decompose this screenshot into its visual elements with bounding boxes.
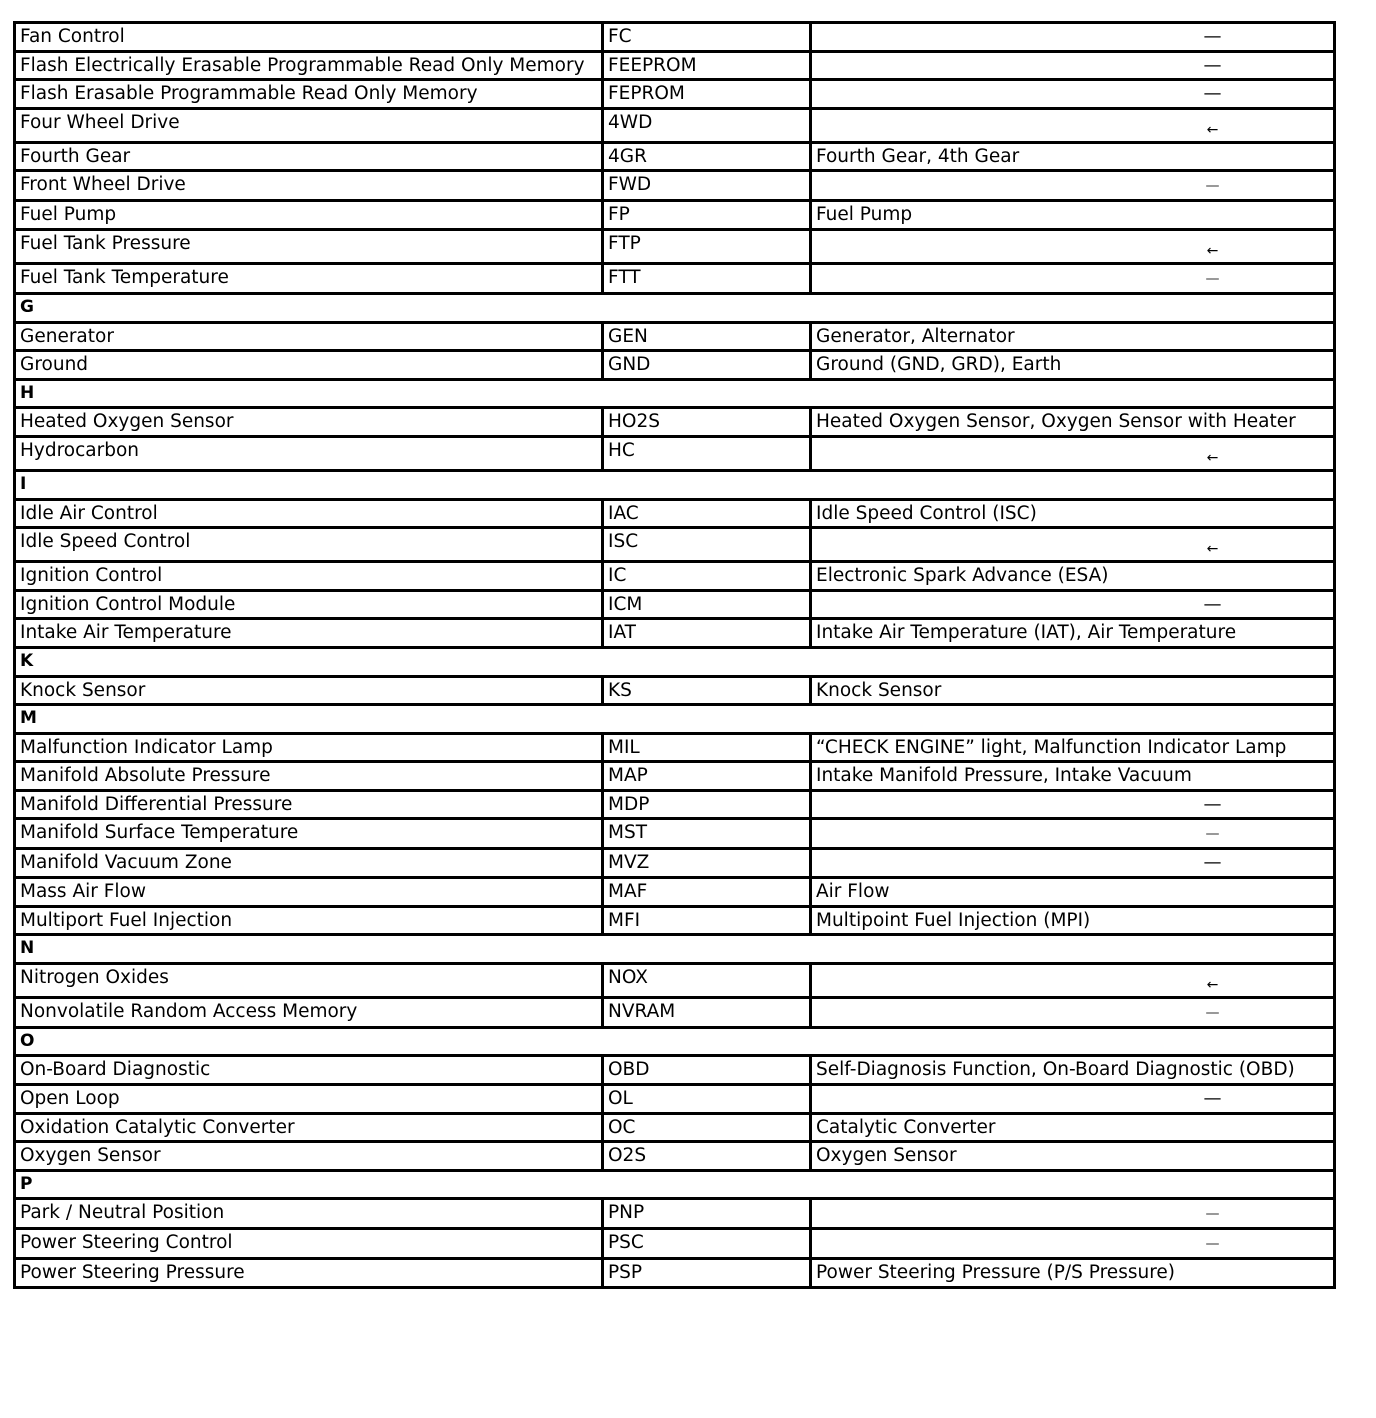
- equivalent-term-cell: Electronic Spark Advance (ESA): [811, 562, 1335, 591]
- abbreviation-cell: ISC: [603, 528, 811, 562]
- abbreviation-cell: FTP: [603, 229, 811, 263]
- equivalent-term-cell: “CHECK ENGINE” light, Malfunction Indicator Lamp: [811, 733, 1335, 762]
- table-row: [15, 80, 1335, 109]
- table-row: [15, 171, 1335, 201]
- equivalent-term-cell: Multipoint Fuel Injection (MPI): [811, 906, 1335, 935]
- abbreviation-cell: KS: [603, 676, 811, 705]
- abbreviation-cell: HO2S: [603, 408, 811, 437]
- abbreviation-cell: 4GR: [603, 142, 811, 171]
- equivalent-term-cell: Fourth Gear, 4th Gear: [811, 142, 1335, 171]
- table-row: [15, 51, 1335, 80]
- table-row: [15, 906, 1335, 935]
- section-header-row: [15, 293, 1335, 322]
- table-row: [15, 963, 1335, 997]
- equivalent-term-cell: Power Steering Pressure (P/S Pressure): [811, 1259, 1335, 1288]
- abbreviation-cell: MDP: [603, 790, 811, 819]
- table-row: [15, 676, 1335, 705]
- section-header-row: [15, 470, 1335, 499]
- term-cell: Mass Air Flow: [15, 878, 603, 907]
- term-cell: Fan Control: [15, 23, 603, 52]
- section-header-row: [15, 647, 1335, 676]
- not-applicable-dash-icon: —: [1205, 826, 1220, 843]
- term-cell: Ignition Control: [15, 562, 603, 591]
- table-row: [15, 878, 1335, 907]
- section-letter: H: [15, 379, 1335, 408]
- equivalent-symbol-cell: [811, 23, 1335, 52]
- table-row: [15, 229, 1335, 263]
- term-cell: Fuel Pump: [15, 201, 603, 230]
- equivalent-term-cell: Intake Air Temperature (IAT), Air Temperature: [811, 619, 1335, 648]
- not-applicable-dash-icon: —: [1205, 270, 1220, 287]
- table-row: [15, 1113, 1335, 1142]
- term-cell: Fuel Tank Temperature: [15, 263, 603, 293]
- table-row: [15, 619, 1335, 648]
- term-cell: Power Steering Pressure: [15, 1259, 603, 1288]
- term-cell: Nitrogen Oxides: [15, 963, 603, 997]
- term-cell: On-Board Diagnostic: [15, 1056, 603, 1085]
- term-cell: Flash Electrically Erasable Programmable Read Only Memory: [15, 51, 603, 80]
- abbreviation-cell: GND: [603, 351, 811, 380]
- term-cell: Four Wheel Drive: [15, 108, 603, 142]
- equivalent-symbol-cell: [811, 171, 1335, 201]
- abbreviation-cell: FTT: [603, 263, 811, 293]
- term-cell: Manifold Surface Temperature: [15, 819, 603, 849]
- table-row: [15, 819, 1335, 849]
- term-cell: Heated Oxygen Sensor: [15, 408, 603, 437]
- equivalent-term-cell: Ground (GND, GRD), Earth: [811, 351, 1335, 380]
- term-cell: Oxidation Catalytic Converter: [15, 1113, 603, 1142]
- abbreviation-table-body: [15, 23, 1335, 1288]
- abbreviation-cell: PSC: [603, 1229, 811, 1259]
- table-row: [15, 562, 1335, 591]
- section-letter: M: [15, 705, 1335, 734]
- table-row: [15, 528, 1335, 562]
- table-row: [15, 849, 1335, 878]
- term-cell: Park / Neutral Position: [15, 1199, 603, 1229]
- equivalent-symbol-cell: [811, 790, 1335, 819]
- abbreviation-table-sheet: [13, 21, 1333, 1289]
- table-row: [15, 1056, 1335, 1085]
- section-letter: K: [15, 647, 1335, 676]
- equivalent-symbol-cell: [811, 528, 1335, 562]
- equivalent-symbol-cell: [811, 263, 1335, 293]
- term-cell: Oxygen Sensor: [15, 1142, 603, 1171]
- equivalent-symbol-cell: [811, 590, 1335, 619]
- abbreviation-cell: IC: [603, 562, 811, 591]
- equivalent-symbol-cell: [811, 229, 1335, 263]
- section-header-row: [15, 705, 1335, 734]
- section-header-row: [15, 1170, 1335, 1199]
- same-as-left-arrow-icon: ←: [1206, 976, 1219, 993]
- equivalent-term-cell: Catalytic Converter: [811, 1113, 1335, 1142]
- not-applicable-dash-icon: —: [1205, 1004, 1220, 1021]
- abbreviation-cell: FC: [603, 23, 811, 52]
- section-header-row: [15, 379, 1335, 408]
- table-row: [15, 263, 1335, 293]
- abbreviation-cell: PNP: [603, 1199, 811, 1229]
- term-cell: Front Wheel Drive: [15, 171, 603, 201]
- abbreviation-cell: FEEPROM: [603, 51, 811, 80]
- term-cell: Manifold Vacuum Zone: [15, 849, 603, 878]
- table-row: [15, 1259, 1335, 1288]
- abbreviation-cell: HC: [603, 436, 811, 470]
- abbreviation-cell: ICM: [603, 590, 811, 619]
- table-row: [15, 322, 1335, 351]
- equivalent-symbol-cell: [811, 1085, 1335, 1114]
- equivalent-symbol-cell: [811, 819, 1335, 849]
- same-as-left-arrow-icon: ←: [1206, 541, 1219, 558]
- table-row: [15, 142, 1335, 171]
- abbreviation-cell: FEPROM: [603, 80, 811, 109]
- not-applicable-dash-icon: —: [1203, 83, 1222, 105]
- not-applicable-dash-icon: —: [1203, 54, 1222, 76]
- not-applicable-dash-icon: —: [1203, 852, 1222, 874]
- term-cell: Ground: [15, 351, 603, 380]
- table-row: [15, 499, 1335, 528]
- term-cell: Open Loop: [15, 1085, 603, 1114]
- equivalent-symbol-cell: [811, 1229, 1335, 1259]
- equivalent-symbol-cell: [811, 436, 1335, 470]
- equivalent-symbol-cell: [811, 963, 1335, 997]
- abbreviation-table: [13, 21, 1336, 1289]
- equivalent-symbol-cell: [811, 849, 1335, 878]
- term-cell: Ignition Control Module: [15, 590, 603, 619]
- table-row: [15, 23, 1335, 52]
- not-applicable-dash-icon: —: [1203, 1088, 1222, 1110]
- not-applicable-dash-icon: —: [1203, 793, 1222, 815]
- table-row: [15, 762, 1335, 791]
- section-letter: G: [15, 293, 1335, 322]
- not-applicable-dash-icon: —: [1205, 178, 1220, 195]
- abbreviation-cell: 4WD: [603, 108, 811, 142]
- term-cell: Flash Erasable Programmable Read Only Memory: [15, 80, 603, 109]
- equivalent-term-cell: Self-Diagnosis Function, On-Board Diagnostic (OBD): [811, 1056, 1335, 1085]
- term-cell: Manifold Differential Pressure: [15, 790, 603, 819]
- equivalent-symbol-cell: [811, 51, 1335, 80]
- abbreviation-cell: O2S: [603, 1142, 811, 1171]
- same-as-left-arrow-icon: ←: [1206, 121, 1219, 138]
- term-cell: Fourth Gear: [15, 142, 603, 171]
- abbreviation-cell: NOX: [603, 963, 811, 997]
- equivalent-term-cell: Fuel Pump: [811, 201, 1335, 230]
- not-applicable-dash-icon: —: [1205, 1236, 1220, 1253]
- section-letter: O: [15, 1027, 1335, 1056]
- abbreviation-cell: MVZ: [603, 849, 811, 878]
- same-as-left-arrow-icon: ←: [1206, 242, 1219, 259]
- abbreviation-cell: FP: [603, 201, 811, 230]
- equivalent-term-cell: Air Flow: [811, 878, 1335, 907]
- table-row: [15, 1142, 1335, 1171]
- same-as-left-arrow-icon: ←: [1206, 449, 1219, 466]
- abbreviation-cell: PSP: [603, 1259, 811, 1288]
- abbreviation-cell: GEN: [603, 322, 811, 351]
- abbreviation-cell: MIL: [603, 733, 811, 762]
- abbreviation-cell: NVRAM: [603, 997, 811, 1027]
- term-cell: Knock Sensor: [15, 676, 603, 705]
- equivalent-term-cell: Heated Oxygen Sensor, Oxygen Sensor with Heater: [811, 408, 1335, 437]
- abbreviation-cell: OBD: [603, 1056, 811, 1085]
- section-letter: I: [15, 470, 1335, 499]
- abbreviation-cell: MST: [603, 819, 811, 849]
- table-row: [15, 351, 1335, 380]
- abbreviation-cell: IAT: [603, 619, 811, 648]
- abbreviation-cell: OL: [603, 1085, 811, 1114]
- equivalent-symbol-cell: [811, 80, 1335, 109]
- equivalent-term-cell: Generator, Alternator: [811, 322, 1335, 351]
- term-cell: Multiport Fuel Injection: [15, 906, 603, 935]
- table-row: [15, 1229, 1335, 1259]
- equivalent-term-cell: Knock Sensor: [811, 676, 1335, 705]
- table-row: [15, 590, 1335, 619]
- section-header-row: [15, 935, 1335, 964]
- table-row: [15, 733, 1335, 762]
- table-row: [15, 108, 1335, 142]
- table-row: [15, 201, 1335, 230]
- equivalent-symbol-cell: [811, 1199, 1335, 1229]
- table-row: [15, 408, 1335, 437]
- term-cell: Idle Speed Control: [15, 528, 603, 562]
- section-header-row: [15, 1027, 1335, 1056]
- equivalent-term-cell: Idle Speed Control (ISC): [811, 499, 1335, 528]
- abbreviation-cell: IAC: [603, 499, 811, 528]
- equivalent-term-cell: Intake Manifold Pressure, Intake Vacuum: [811, 762, 1335, 791]
- term-cell: Malfunction Indicator Lamp: [15, 733, 603, 762]
- table-row: [15, 1085, 1335, 1114]
- equivalent-symbol-cell: [811, 997, 1335, 1027]
- section-letter: N: [15, 935, 1335, 964]
- term-cell: Power Steering Control: [15, 1229, 603, 1259]
- table-row: [15, 790, 1335, 819]
- abbreviation-cell: OC: [603, 1113, 811, 1142]
- equivalent-symbol-cell: [811, 108, 1335, 142]
- term-cell: Hydrocarbon: [15, 436, 603, 470]
- term-cell: Idle Air Control: [15, 499, 603, 528]
- not-applicable-dash-icon: —: [1205, 1206, 1220, 1223]
- table-row: [15, 436, 1335, 470]
- term-cell: Nonvolatile Random Access Memory: [15, 997, 603, 1027]
- table-row: [15, 1199, 1335, 1229]
- not-applicable-dash-icon: —: [1203, 593, 1222, 615]
- term-cell: Fuel Tank Pressure: [15, 229, 603, 263]
- abbreviation-cell: MFI: [603, 906, 811, 935]
- abbreviation-cell: MAF: [603, 878, 811, 907]
- term-cell: Intake Air Temperature: [15, 619, 603, 648]
- abbreviation-cell: FWD: [603, 171, 811, 201]
- table-row: [15, 997, 1335, 1027]
- not-applicable-dash-icon: —: [1203, 26, 1222, 47]
- abbreviation-cell: MAP: [603, 762, 811, 791]
- term-cell: Manifold Absolute Pressure: [15, 762, 603, 791]
- section-letter: P: [15, 1170, 1335, 1199]
- equivalent-term-cell: Oxygen Sensor: [811, 1142, 1335, 1171]
- term-cell: Generator: [15, 322, 603, 351]
